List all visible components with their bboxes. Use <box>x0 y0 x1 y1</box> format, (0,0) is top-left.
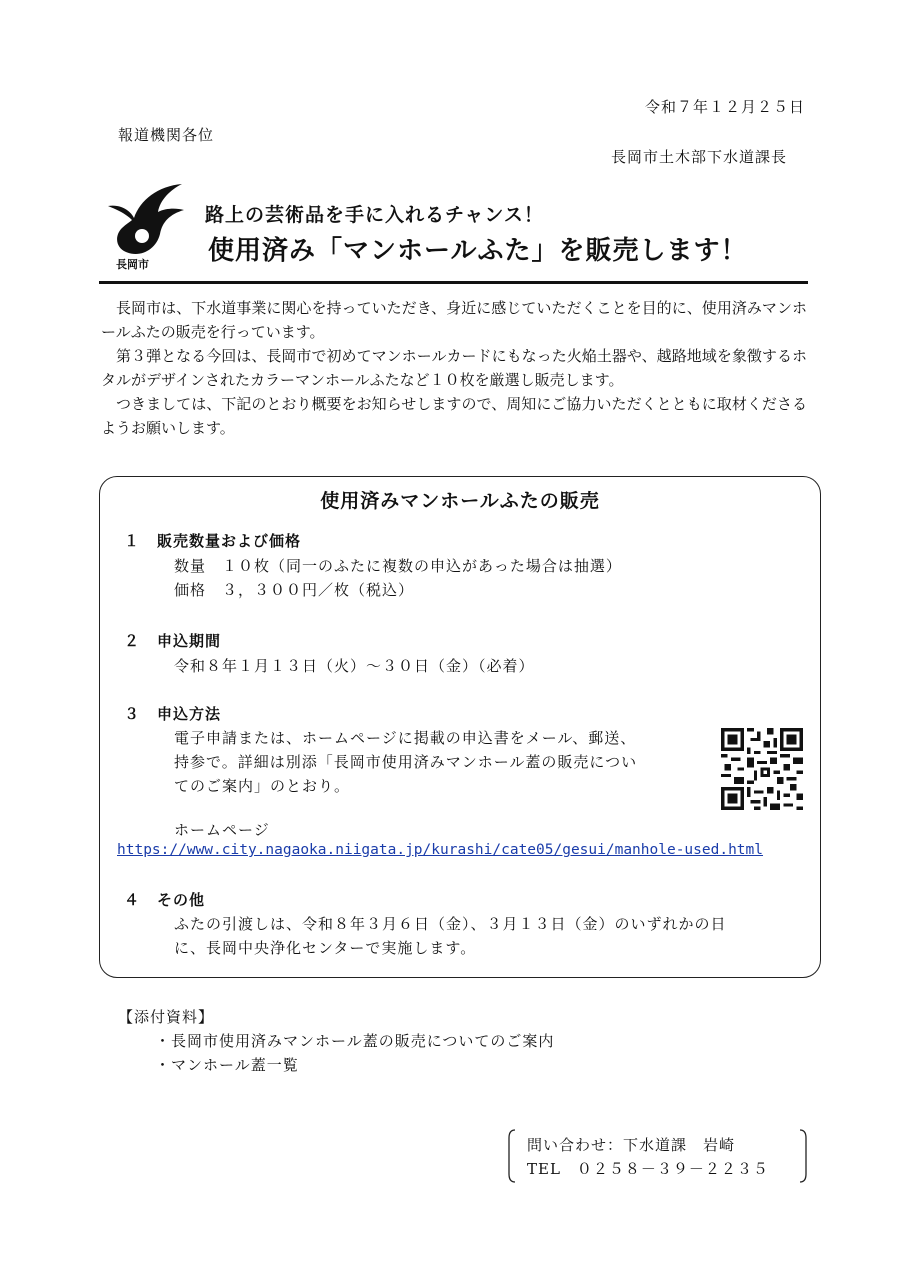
qr-code[interactable] <box>721 728 803 810</box>
attachment-item: ・長岡市使用済みマンホール蓋の販売についてのご案内 <box>155 1032 555 1050</box>
intro-paragraph: つきましては、下記のとおり概要をお知らせしますので、周知にご協力いただくとともに取材くださるようお願いします。 <box>101 395 807 437</box>
method-line: てのご案内」のとおり。 <box>174 777 351 795</box>
homepage-label: ホームページ <box>174 821 270 839</box>
period-line: 令和８年１月１３日（火）～３０日（金）（必着） <box>174 657 535 675</box>
section-number: １ <box>124 532 140 550</box>
price-line: 価格 ３，３００円／枚（税込） <box>174 581 415 599</box>
section-number: ３ <box>124 705 140 723</box>
headline: 使用済み「マンホールふた」を販売します！ <box>208 236 748 266</box>
other-line: ふたの引渡しは、令和８年３月６日（金）、３月１３日（金）のいずれかの日 <box>174 915 727 933</box>
section-title-method: 申込方法 <box>157 705 222 723</box>
contact-person: 問い合わせ：下水道課 岩崎 <box>527 1136 736 1154</box>
section-title-quantity-price: 販売数量および価格 <box>157 532 302 550</box>
section-title-period: 申込期間 <box>157 632 222 650</box>
intro-text <box>101 296 807 440</box>
nagaoka-city-emblem-icon <box>100 178 190 268</box>
release-date: 令和７年１２月２５日 <box>644 98 805 116</box>
addressee: 報道機関各位 <box>118 126 215 144</box>
intro-paragraph: 長岡市は、下水道事業に関心を持っていただき、身近に感じていただくことを目的に、使用済みマンホールふたの販売を行っています。 <box>101 299 807 341</box>
box-title: 使用済みマンホールふたの販売 <box>320 490 600 512</box>
homepage-link[interactable]: https://www.city.nagaoka.niigata.jp/kurashi/cate05/gesui/manhole-used.html <box>117 842 764 858</box>
method-line: 持参で。詳細は別添「長岡市使用済みマンホール蓋の販売につい <box>174 753 638 771</box>
section-number: ２ <box>124 632 140 650</box>
logo-label: 長岡市 <box>116 258 149 271</box>
intro-paragraph: 第３弾となる今回は、長岡市で初めてマンホールカードにもなった火焔土器や、越路地域を象徴するホタルがデザインされたカラーマンホールふたなど１０枚を厳選し販売します。 <box>101 347 807 389</box>
subheadline: 路上の芸術品を手に入れるチャンス！ <box>205 204 544 226</box>
attachment-item: ・マンホール蓋一覧 <box>155 1056 299 1074</box>
section-number: ４ <box>124 891 140 909</box>
title-divider <box>99 281 808 284</box>
other-line: に、長岡中央浄化センターで実施します。 <box>174 939 477 957</box>
sender: 長岡市土木部下水道課長 <box>610 148 787 166</box>
quantity-line: 数量 １０枚（同一のふたに複数の申込があった場合は抽選） <box>174 557 622 575</box>
method-line: 電子申請または、ホームページに掲載の申込書をメール、郵送、 <box>174 729 637 747</box>
section-title-other: その他 <box>157 891 206 909</box>
attachments-heading: 【添付資料】 <box>118 1008 215 1026</box>
contact-phone: TEL ０２５８－３９－２２３５ <box>527 1160 769 1178</box>
